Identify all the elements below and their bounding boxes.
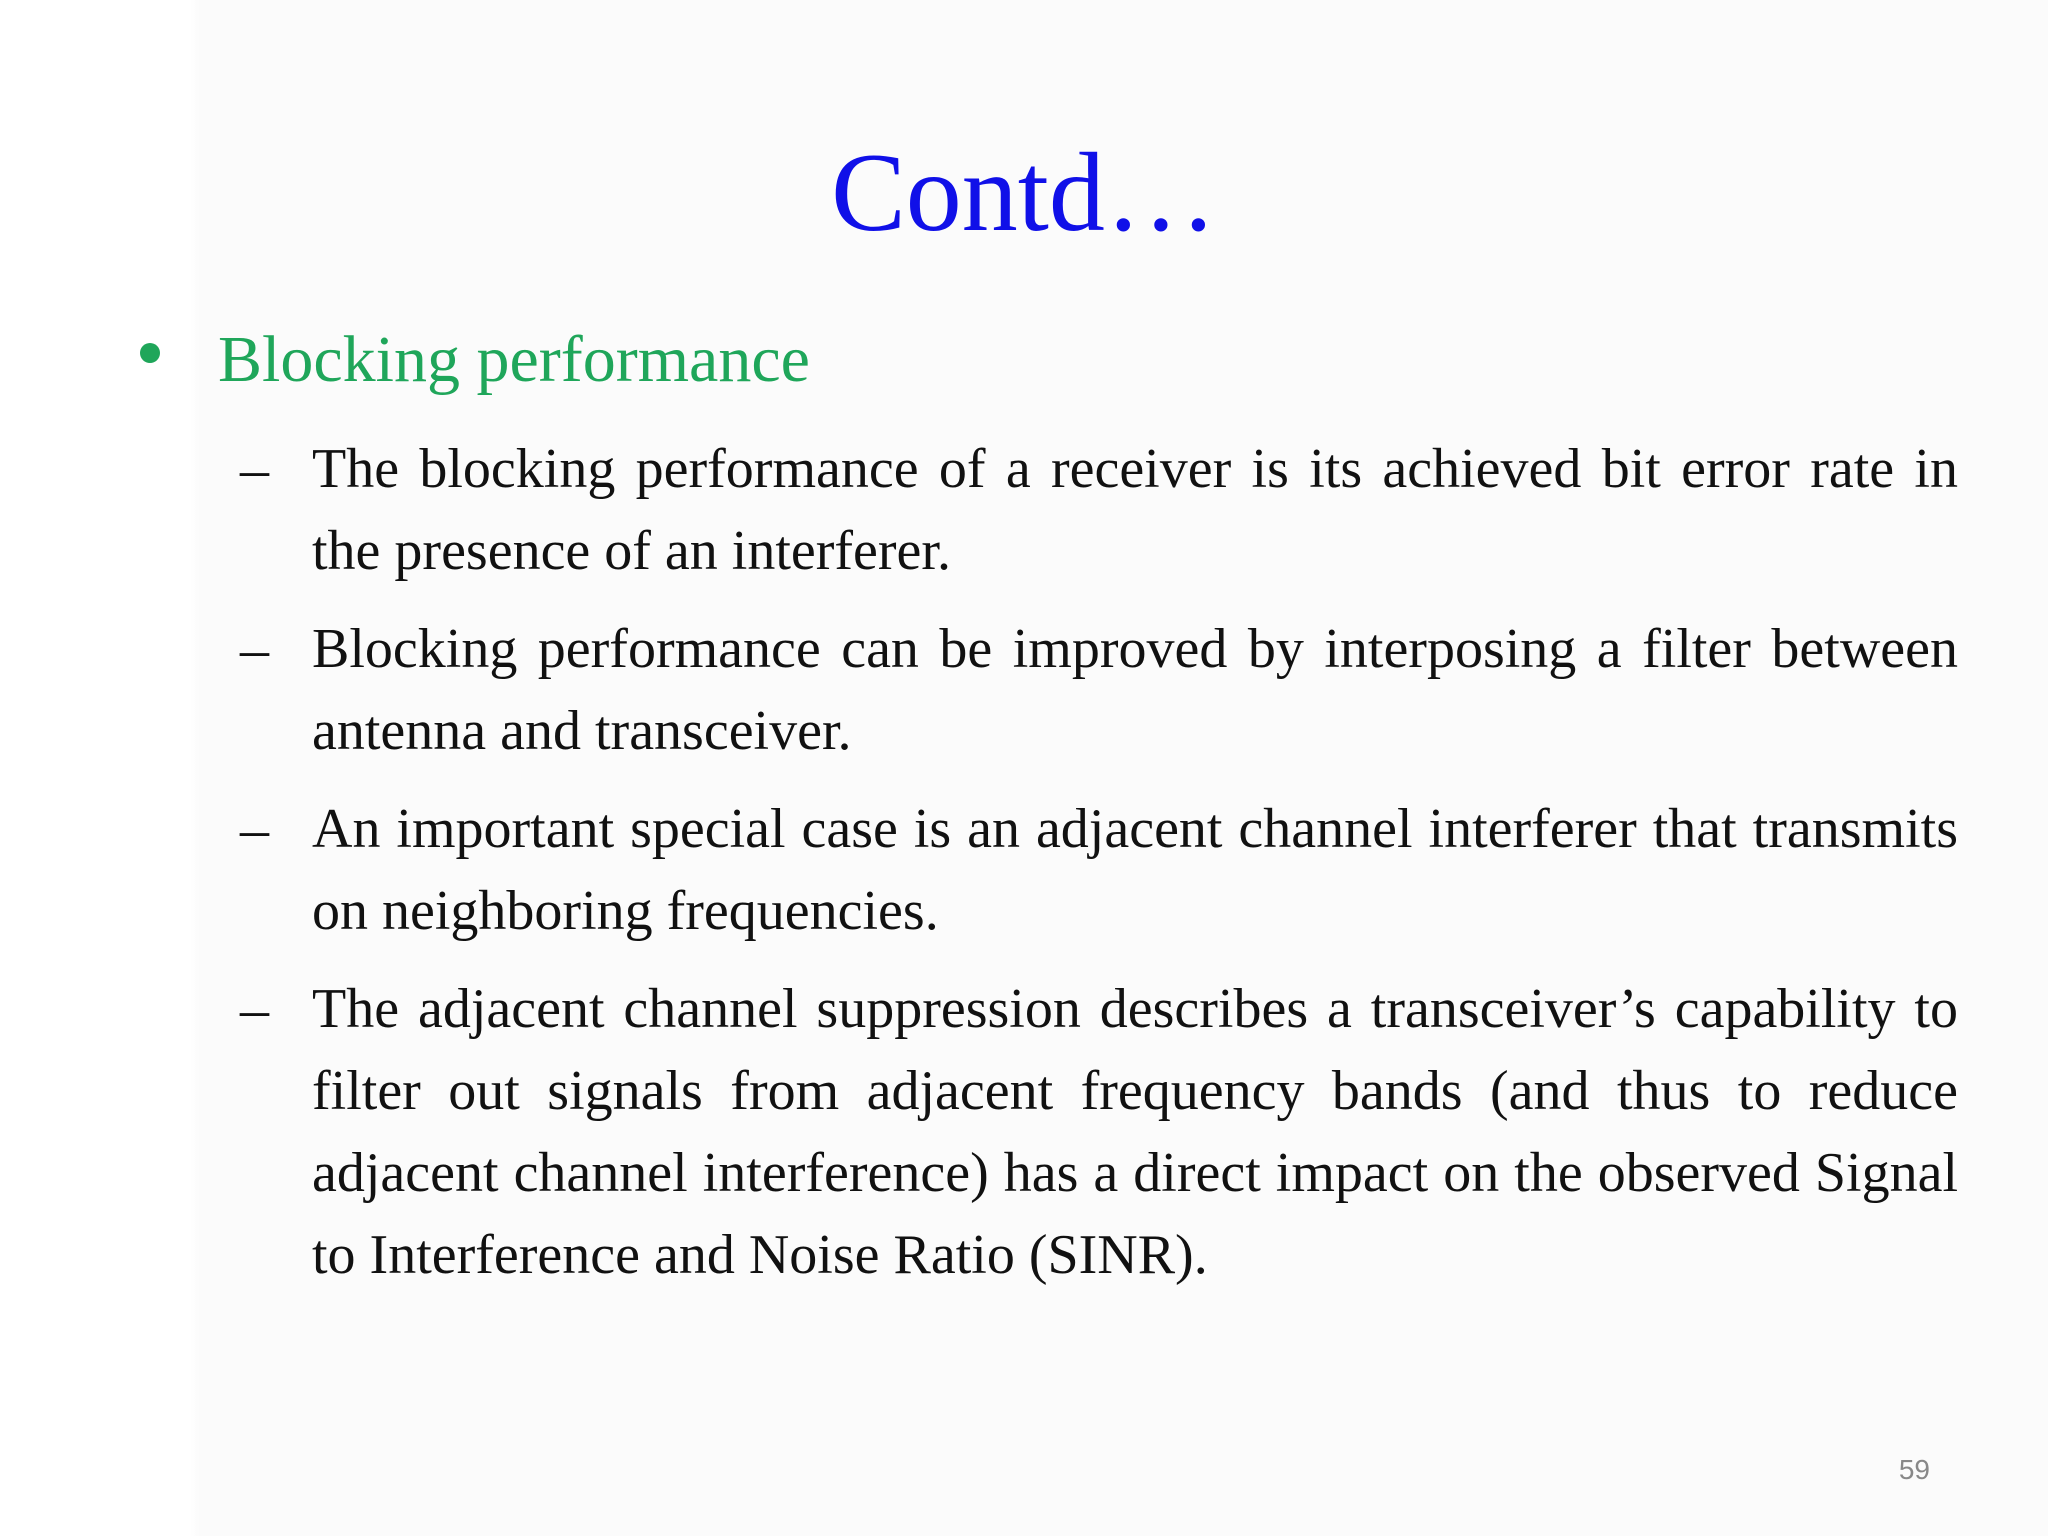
page-number: 59 [1898, 1454, 1930, 1485]
sub-bullet-text: Blocking performance can be improved by interposing a filter between antenna and transceiver. [312, 618, 1958, 762]
bullet-text: Blocking performance [218, 323, 810, 396]
sub-bullet-item [240, 428, 1958, 592]
sub-bullet-text: The blocking performance of a receiver is its achieved bit error rate in the presence of an interferer. [312, 438, 1958, 582]
dash-icon: – [240, 616, 269, 681]
dash-icon: – [240, 796, 269, 861]
sub-bullet-item [240, 788, 1958, 952]
sub-bullet-list [240, 428, 1958, 1312]
bullet-dot-icon [140, 343, 160, 363]
sub-bullet-text: An important special case is an adjacent channel interferer that transmits on neighboring frequencies. [312, 798, 1958, 942]
sub-bullet-item [240, 608, 1958, 772]
dash-icon: – [240, 436, 269, 501]
sub-bullet-item [240, 968, 1958, 1296]
slide-title: Contd… [831, 131, 1217, 255]
bullet-item [140, 318, 810, 402]
dash-icon: – [240, 976, 269, 1041]
sub-bullet-text: The adjacent channel suppression describes a transceiver’s capability to filter out signals from adjacent frequency bands (and thus to reduce adjacent channel interference) has a direct impact on the observed Signal to Interference and Noise Ratio (SINR). [312, 978, 1958, 1286]
